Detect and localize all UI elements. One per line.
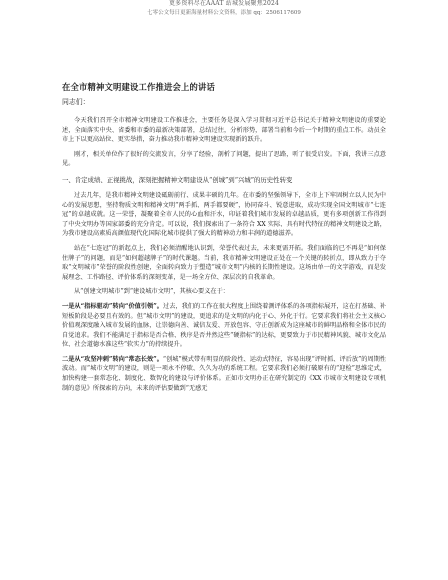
point-2-text: “创城”模式带有明显的阶段性、运动式特征，容易出现“评时抓、评后放”的周期性波动。而“城市文明”的建设，则是一项永不停歇、久久为功的系统工程。它要求我们必须打破原有的“迎检”思维定式，加快构建一套常态化、制度化、数智化的建设与评价体系。正如市文明办正在研究制定的《XX 市城市文明建设专项机制的意见》所探索的方向，未来的评估要做到“无感无 — [62, 355, 386, 392]
header-source-line: 更多资料尽在AAAT 站城发展聚焦2024 — [168, 0, 280, 7]
point-2-lead: 二是从“攻坚冲刺”转向“常态长效”。 — [62, 355, 163, 363]
document-body — [62, 81, 386, 398]
section-1-paragraph-3: 从“创建文明城市”到“建设城市文明”，其核心要义在于： — [74, 288, 229, 296]
header-contact-line: 七零公文每日更新海量材料公文资料，添加 qq：2506117609 — [147, 10, 301, 16]
salutation: 同志们： — [62, 98, 90, 106]
point-1-lead: 一是从“指标驱动”转向“价值引领”。 — [62, 302, 163, 310]
intro-paragraph-1: 今天我们召开全市精神文明建设工作推进会，主要任务是深入学习贯彻习近平总书记关于精神文明建设的重要论述，全面落实中央、省委和市委的最新决策部署，总结过往，分析形势，部署当前和今后一个时期的重点工作。动员全市上下以更高站位、更实举措，奋力推动我市精神文明建设实现新的跃升。 — [62, 117, 386, 144]
section-1-point-2 — [62, 355, 386, 393]
point-1-text: 过去，我们的工作在很大程度上围绕着测评体系的各项指标展开，这在打基础、补短板阶段是必要且有效的。但“城市文明”的建设，更追求的是文明的内化于心、外化于行。它要求我们将社会主义核心价值观深度融入城市发展的血脉，让崇德向善、诚信友爱、开放包容、守正创新成为这座城市的鲜明品格和全体市民的自觉追求。我们不能满足于指标是否合格、秩序是否井然这些“硬指标”的达标，更要致力于市民精神风貌、城市文化品位、社会道德水准这些“软实力”的持续提升。 — [62, 302, 386, 349]
section-1-paragraph-2: 站在“七连冠”的新起点上，我们必须清醒地认识到，荣誉代表过去，未来更需开拓。我们面临的已不再是“如何保住牌子”的问题，而是“如何超越牌子”的时代课题。当前，我市精神文明建设正处在一个关键的转折点，即从致力于夺取“文明城市”荣誉的阶段性创建，全面转向致力于塑造“城市文明”内核的长期性建设。这场由单一的文字游戏，而是发展理念、工作路径、评价体系的深刻变革，是一场全方位、深层次的自我革命。 — [62, 244, 386, 281]
intro-paragraph-2: 刚才，相关单位作了很好的交流发言，分享了经验，剖析了问题，提出了思路，听了很受启发。下面，我讲三点意见。 — [62, 150, 386, 168]
section-1-paragraph-1: 过去几年，是我市精神文明建设砥砺前行、成果丰硕的几年。在市委的坚强领导下，全市上下牢固树立以人民为中心的发展思想，坚持物质文明和精神文明“两手抓、两手都要硬”，协同奋斗、锐意进取，成功实现全国文明城市“七连冠”的卓越成就。这一荣誉，凝聚着全市人民的心血和汗水，印证着我们城市发展的卓越品质，更有多项创新工作得到了中央文明办等国家部委的充分肯定。可以说，我们探索出了一条符合 XX 实际、具有时代特征的精神文明建设之路，为我市建设高素质高颜值现代化国际化城市提供了强大的精神动力和丰润的道德滋养。 — [62, 191, 386, 238]
section-1-point-1 — [62, 302, 386, 350]
document-title: 在全市精神文明建设工作推进会上的讲话 — [62, 82, 215, 92]
section-1-heading: 一、肯定成绩、正视挑战，深刻把握精神文明建设从“创城”到“兴城”的历史性转变 — [62, 175, 293, 184]
page-header — [0, 0, 448, 17]
